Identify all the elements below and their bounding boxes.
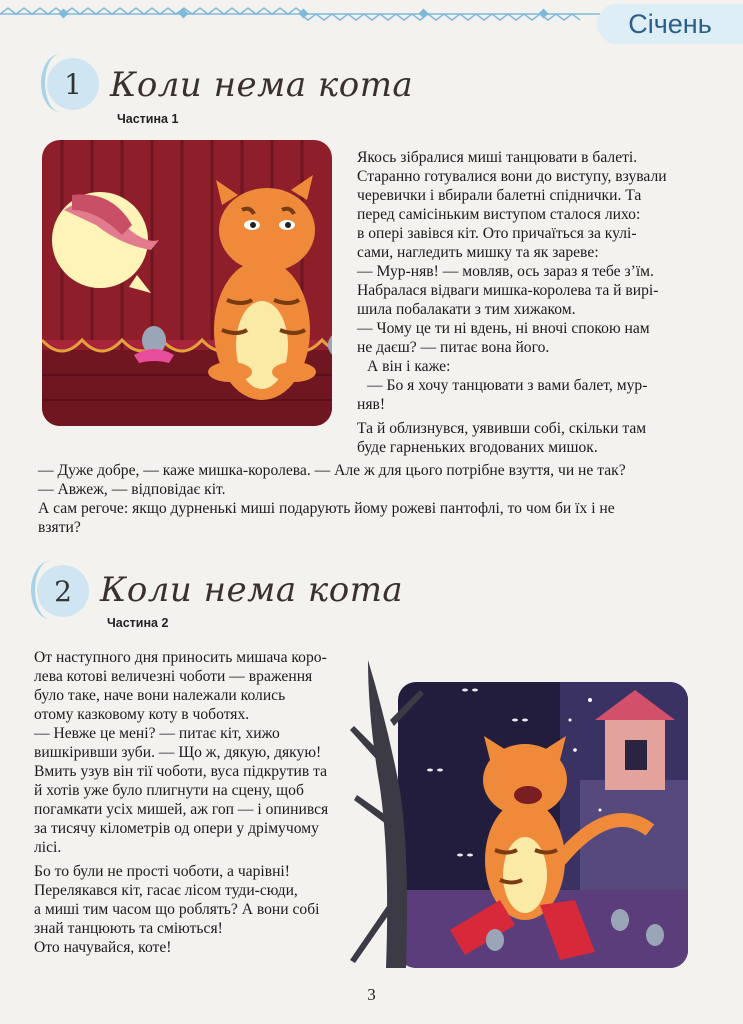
story-2-line: лева котові величезні чоботи — враження — [34, 668, 313, 685]
story-2-line: Вмить узув він тії чоботи, вуса підкрутив та — [34, 763, 328, 780]
story-2-line: погамкати усіх мишей, аж гоп — і опинився — [34, 801, 329, 818]
story-2-line: — Невже це мені? — питає кіт, хижо — [34, 725, 280, 742]
story-2-line: було таке, наче вони належали колись — [34, 687, 286, 704]
story-1-line: — Чому це ти ні вдень, ні вночі спокою нам — [357, 320, 650, 337]
story-2-title: Коли нема кота — [100, 570, 404, 610]
story-1-line: взяти? — [38, 519, 81, 536]
story-1-line: — Мур-няв! — мовляв, ось зараз я тебе з’їм. — [357, 263, 654, 280]
story-1-line: сами, нагледить мишку та як заревe: — [357, 244, 599, 261]
story-1-line: — Бо я хочу танцювати з вами балет, мур- — [367, 377, 648, 394]
story-1-line: — Авжеж, — відповідає кіт. — [38, 481, 226, 498]
story-2-line: а миші тим часом що роблять? А вони собі — [34, 901, 320, 918]
month-tab — [597, 4, 743, 44]
story-1-line: А він і каже: — [367, 358, 451, 375]
story-2-line: Бо то були не прості чоботи, а чарівні! — [34, 863, 290, 880]
story-2-line: й хотів уже було плигнути на сцену, щоб — [34, 782, 304, 799]
story-2-line: знай танцюють та сміються! — [34, 920, 223, 937]
decorative-top-border — [0, 0, 600, 30]
story-1-line: Набралася відваги мишка-королева та й вирі- — [357, 282, 659, 299]
story-2-line: лісі. — [34, 839, 62, 856]
illustration-cat-in-boots-forest — [350, 660, 690, 968]
story-1-line: буде гарненьких вгодованих мишок. — [357, 439, 598, 456]
illustration-cat-on-ballet-stage — [42, 140, 332, 426]
story-2-number-badge — [37, 565, 89, 617]
story-2-line: вишкіривши зуби. — Що ж, дякую, дякую! — [34, 744, 322, 761]
story-1-part: Частина 1 — [117, 112, 179, 126]
story-1-title: Коли нема кота — [110, 65, 414, 105]
story-1-line: няв! — [357, 396, 386, 413]
story-1-line: в опері завівся кіт. Ото причаїться за кулі- — [357, 225, 637, 242]
story-1-line: — Дуже добре, — каже мишка-королева. — Але ж для цього потрібне взуття, чи не так? — [38, 462, 626, 479]
story-1-number: 1 — [64, 67, 82, 101]
story-1-line: черевички і вбирали балетні спіднички. Та — [357, 187, 642, 204]
story-2-line: Перелякався кіт, гасає лісом туди-сюди, — [34, 882, 298, 899]
story-2-line: От наступного дня приносить мишача коро- — [34, 649, 327, 666]
page-number: 3 — [367, 985, 376, 1004]
story-1-line: Якось зібралися миші танцювати в балеті. — [357, 149, 638, 166]
story-1-line: А сам регоче: якщо дурненькі миші подарують йому рожеві пантофлі, то чом би їх і не — [38, 500, 615, 517]
month-label: Січень — [628, 8, 712, 39]
story-2-line: за тисячу кілометрів од опери у дрімучому — [34, 820, 319, 837]
story-1-line: не даєш? — питає вона його. — [357, 339, 550, 356]
story-2-line: отому казковому коту в чоботях. — [34, 706, 250, 723]
story-1-line: перед самісіньким виступом сталося лихо: — [357, 206, 641, 223]
story-2-part: Частина 2 — [107, 616, 169, 630]
story-2-line: Ото начувайся, коте! — [34, 939, 172, 956]
story-2-number: 2 — [54, 574, 72, 608]
story-1-line: Та й облизнувся, уявивши собі, скільки там — [357, 420, 647, 437]
story-1-line: Старанно готувалися вони до виступу, взували — [357, 168, 667, 185]
story-1-number-badge — [47, 58, 99, 110]
story-1-line: шила побалакати з тим хижаком. — [357, 301, 576, 318]
